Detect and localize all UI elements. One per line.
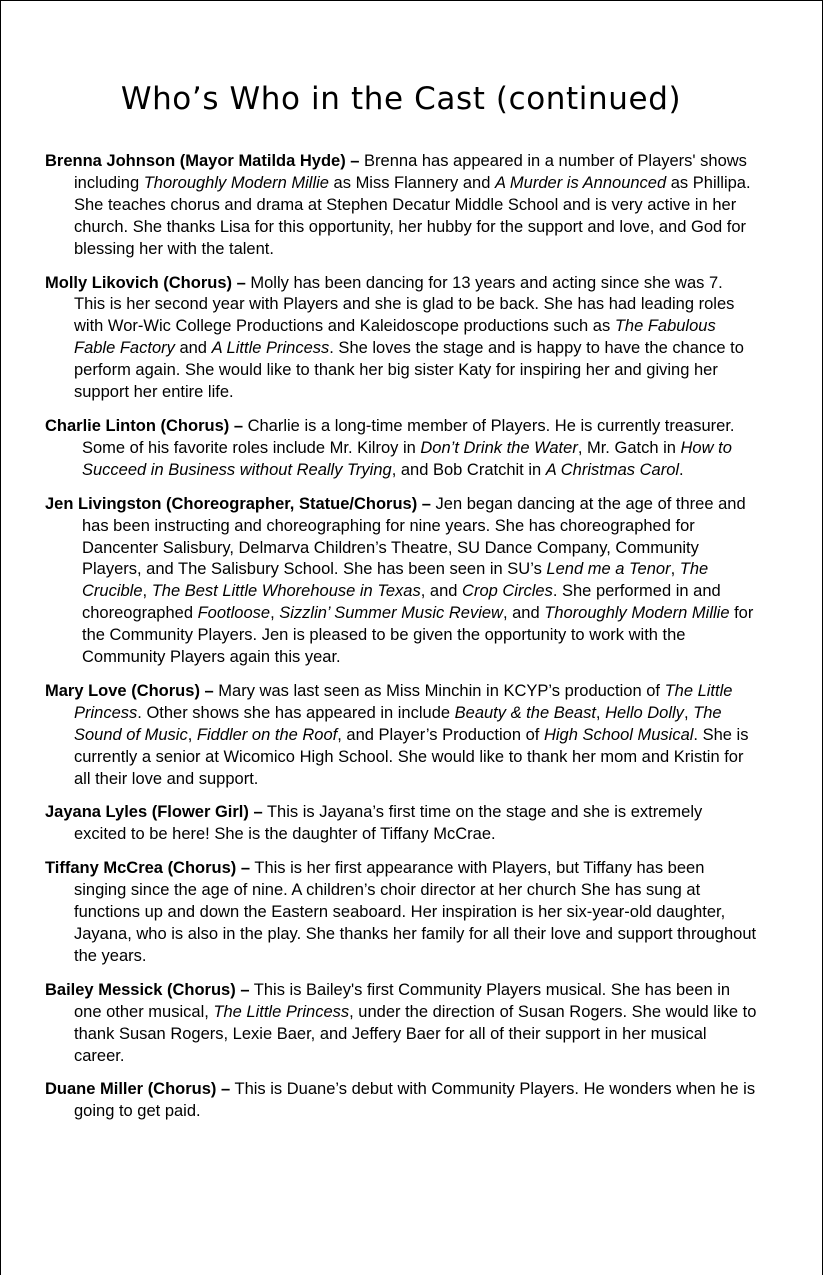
- bio-text: ,: [595, 703, 606, 722]
- show-title: Thoroughly Modern Millie: [143, 173, 329, 192]
- cast-member-name: Brenna Johnson (Mayor Matilda Hyde) –: [45, 152, 360, 170]
- bio-text: Molly has been dancing for 13 years and acting since she was 7. This is her second year with Players and she is glad to be back. She has had leading roles with Wor-Wic College Productions and Kaleidoscope productions such as: [74, 273, 735, 336]
- bio-text: , and Bob Cratchit in: [391, 460, 546, 479]
- bio-text: Mary was last seen as Miss Minchin in KCYP’s production of: [213, 681, 665, 700]
- cast-member-name: Jen Livingston (Choreographer, Statue/Chorus) –: [45, 494, 431, 513]
- show-title: Thoroughly Modern Millie: [544, 604, 730, 623]
- cast-member-name: Tiffany McCrea (Chorus) –: [45, 859, 251, 878]
- bio-text: This is Jayana’s first time on the stage and she is extremely excited to be here! She is the daughter of Tiffany McCrae.: [74, 803, 703, 844]
- cast-bio: [45, 494, 757, 669]
- show-title: The Crucible: [82, 560, 709, 601]
- bio-text: , and: [420, 582, 463, 601]
- show-title: Fiddler on the Roof: [196, 725, 338, 744]
- show-title: The Sound of Music: [74, 703, 722, 744]
- show-title: Beauty & the Beast: [454, 703, 596, 722]
- bio-text: Brenna has appeared in a number of Players' shows including: [74, 152, 747, 192]
- bio-text: Charlie is a long-time member of Players. He is currently treasurer. Some of his favorite roles include Mr. Kilroy in: [82, 416, 735, 457]
- bio-text: , and: [502, 604, 545, 623]
- cast-member-name: Bailey Messick (Chorus) –: [45, 980, 250, 999]
- show-title: The Fabulous Fable Factory: [74, 317, 716, 358]
- cast-bio-list: [45, 151, 757, 1135]
- cast-member-name: Mary Love (Chorus) –: [45, 681, 214, 700]
- bio-text: , under the direction of Susan Rogers. She would like to thank Susan Rogers, Lexie Baer, and Jeffery Baer for all of their support in her musical career.: [74, 1002, 757, 1065]
- bio-text: and: [174, 339, 212, 358]
- bio-text: , and Player’s Production of: [337, 725, 544, 744]
- page-title: Who’s Who in the Cast (continued): [120, 81, 682, 117]
- bio-text: . She is currently a senior at Wicomico High School. She would like to thank her mom and Kristin for all their love and support.: [74, 725, 749, 788]
- bio-text: . Other shows she has appeared in include: [137, 703, 455, 722]
- show-title: A Murder is Announced: [494, 173, 667, 192]
- show-title: The Little Princess: [213, 1002, 350, 1021]
- bio-text: for the Community Players. Jen is pleased to be given the opportunity to work with the Community Players again this year.: [82, 604, 754, 667]
- show-title: Lend me a Tenor: [546, 560, 671, 579]
- bio-text: .: [679, 460, 684, 479]
- bio-text: ,: [142, 582, 152, 601]
- cast-bio: [45, 1079, 757, 1123]
- bio-text: . She loves the stage and is happy to have the chance to perform again. She would like to thank her big sister Katy for inspiring her and giving her support her entire life.: [74, 339, 744, 402]
- show-title: The Best Little Whorehouse in Texas: [151, 582, 421, 601]
- bio-text: ,: [270, 604, 280, 623]
- cast-member-name: Charlie Linton (Chorus) –: [45, 416, 243, 435]
- bio-text: This is Bailey's first Community Players musical. She has been in one other musical,: [74, 980, 731, 1021]
- cast-bio: [45, 980, 757, 1068]
- cast-bio: [45, 681, 757, 791]
- show-title: Sizzlin’ Summer Music Review: [279, 604, 503, 623]
- bio-text: ,: [683, 703, 694, 722]
- cast-bio: [45, 416, 757, 482]
- show-title: Crop Circles: [462, 582, 553, 601]
- cast-bio: [45, 151, 757, 261]
- show-title: A Christmas Carol: [545, 460, 680, 479]
- cast-member-name: Molly Likovich (Chorus) –: [45, 273, 246, 292]
- show-title: Hello Dolly: [605, 703, 684, 722]
- show-title: Don’t Drink the Water: [420, 438, 578, 457]
- bio-text: Jen began dancing at the age of three and has been instructing and choreographing for nine years. She has choreographed for Dancenter Salisbury, Delmarva Children’s Theatre, SU Dance Company, Community Players, and The Salisbury School. She has been seen in SU’s: [82, 494, 746, 579]
- cast-bio: [45, 273, 757, 404]
- cast-bio: [45, 802, 757, 846]
- show-title: Footloose: [197, 604, 271, 623]
- cast-bio: [45, 858, 757, 968]
- bio-text: This is Duane’s debut with Community Players. He wonders when he is going to get paid.: [74, 1080, 756, 1121]
- bio-text: , Mr. Gatch in: [577, 438, 681, 457]
- cast-member-name: Jayana Lyles (Flower Girl) –: [45, 803, 263, 822]
- show-title: A Little Princess: [211, 339, 330, 358]
- bio-text: as Miss Flannery and: [328, 173, 495, 192]
- show-title: The Little Princess: [74, 681, 733, 722]
- cast-member-name: Duane Miller (Chorus) –: [45, 1080, 231, 1099]
- show-title: High School Musical: [543, 725, 694, 744]
- bio-text: ,: [670, 560, 680, 579]
- show-title: How to Succeed in Business without Really Trying: [82, 438, 732, 479]
- bio-text: . She performed in and choreographed: [82, 582, 721, 623]
- bio-text: as Phillipa. She teaches chorus and drama at Stephen Decatur Middle School and is very active in her church. She thanks Lisa for this opportunity, her hubby for the support and love, and God for blessing her with the talent.: [74, 173, 751, 258]
- bio-text: ,: [187, 725, 197, 744]
- bio-text: This is her first appearance with Players, but Tiffany has been singing since the age of nine. A children’s choir director at her church She has sung at functions up and down the Eastern seaboard. Her inspiration is her six-year-old daughter, Jayana, who is also in the play. She thanks her family for all their love and support throughout the years.: [74, 859, 757, 965]
